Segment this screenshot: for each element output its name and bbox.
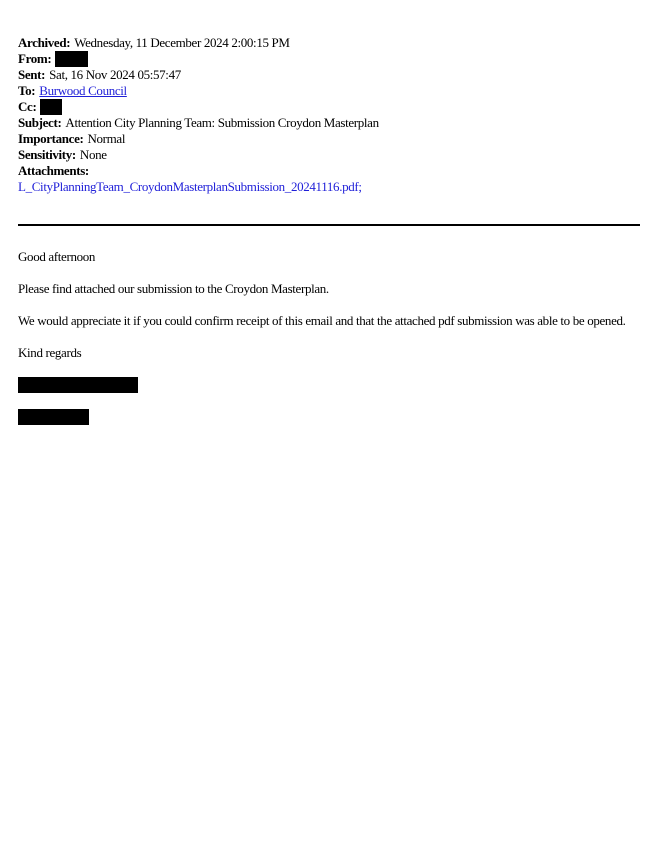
from-label: From: (18, 51, 52, 66)
sensitivity-label: Sensitivity: (18, 147, 76, 162)
paragraph-confirm-receipt: We would appreciate it if you could confirm receipt of this email and that the attached pdf submission was able to be opened. (18, 313, 626, 328)
email-body (18, 249, 643, 425)
signature-name-redaction (18, 377, 138, 393)
sensitivity-row (18, 147, 638, 163)
subject-value: Attention City Planning Team: Submission Croydon Masterplan (65, 115, 379, 130)
attachment-list (18, 179, 638, 195)
to-label: To: (18, 83, 36, 98)
cc-label: Cc: (18, 99, 37, 114)
signature-title-redaction (18, 409, 89, 425)
greeting: Good afternoon (18, 249, 96, 264)
sent-label: Sent: (18, 67, 46, 82)
importance-value: Normal (87, 131, 126, 146)
archived-value: Wednesday, 11 December 2024 2:00:15 PM (74, 35, 290, 50)
sent-value: Sat, 16 Nov 2024 05:57:47 (49, 67, 181, 82)
importance-row (18, 131, 638, 147)
subject-row (18, 115, 638, 131)
attachments-label: Attachments: (18, 163, 89, 178)
cc-row (18, 99, 638, 115)
header-divider (18, 224, 640, 226)
from-redaction (55, 51, 88, 67)
to-recipient-link[interactable]: Burwood Council (39, 83, 127, 98)
sensitivity-value: None (79, 147, 107, 162)
subject-label: Subject: (18, 115, 62, 130)
email-header (18, 35, 638, 195)
to-row (18, 83, 638, 99)
paragraph-submission: Please find attached our submission to the Croydon Masterplan. (18, 281, 329, 296)
archived-row (18, 35, 638, 51)
archived-label: Archived: (18, 35, 71, 50)
cc-redaction (40, 99, 62, 115)
attachments-row (18, 163, 638, 179)
from-row (18, 51, 638, 67)
attachment-file-link[interactable]: L_CityPlanningTeam_CroydonMasterplanSubmission_20241116.pdf (18, 179, 359, 194)
sent-row (18, 67, 638, 83)
attachment-separator: ; (358, 179, 362, 194)
importance-label: Importance: (18, 131, 84, 146)
closing: Kind regards (18, 345, 82, 360)
